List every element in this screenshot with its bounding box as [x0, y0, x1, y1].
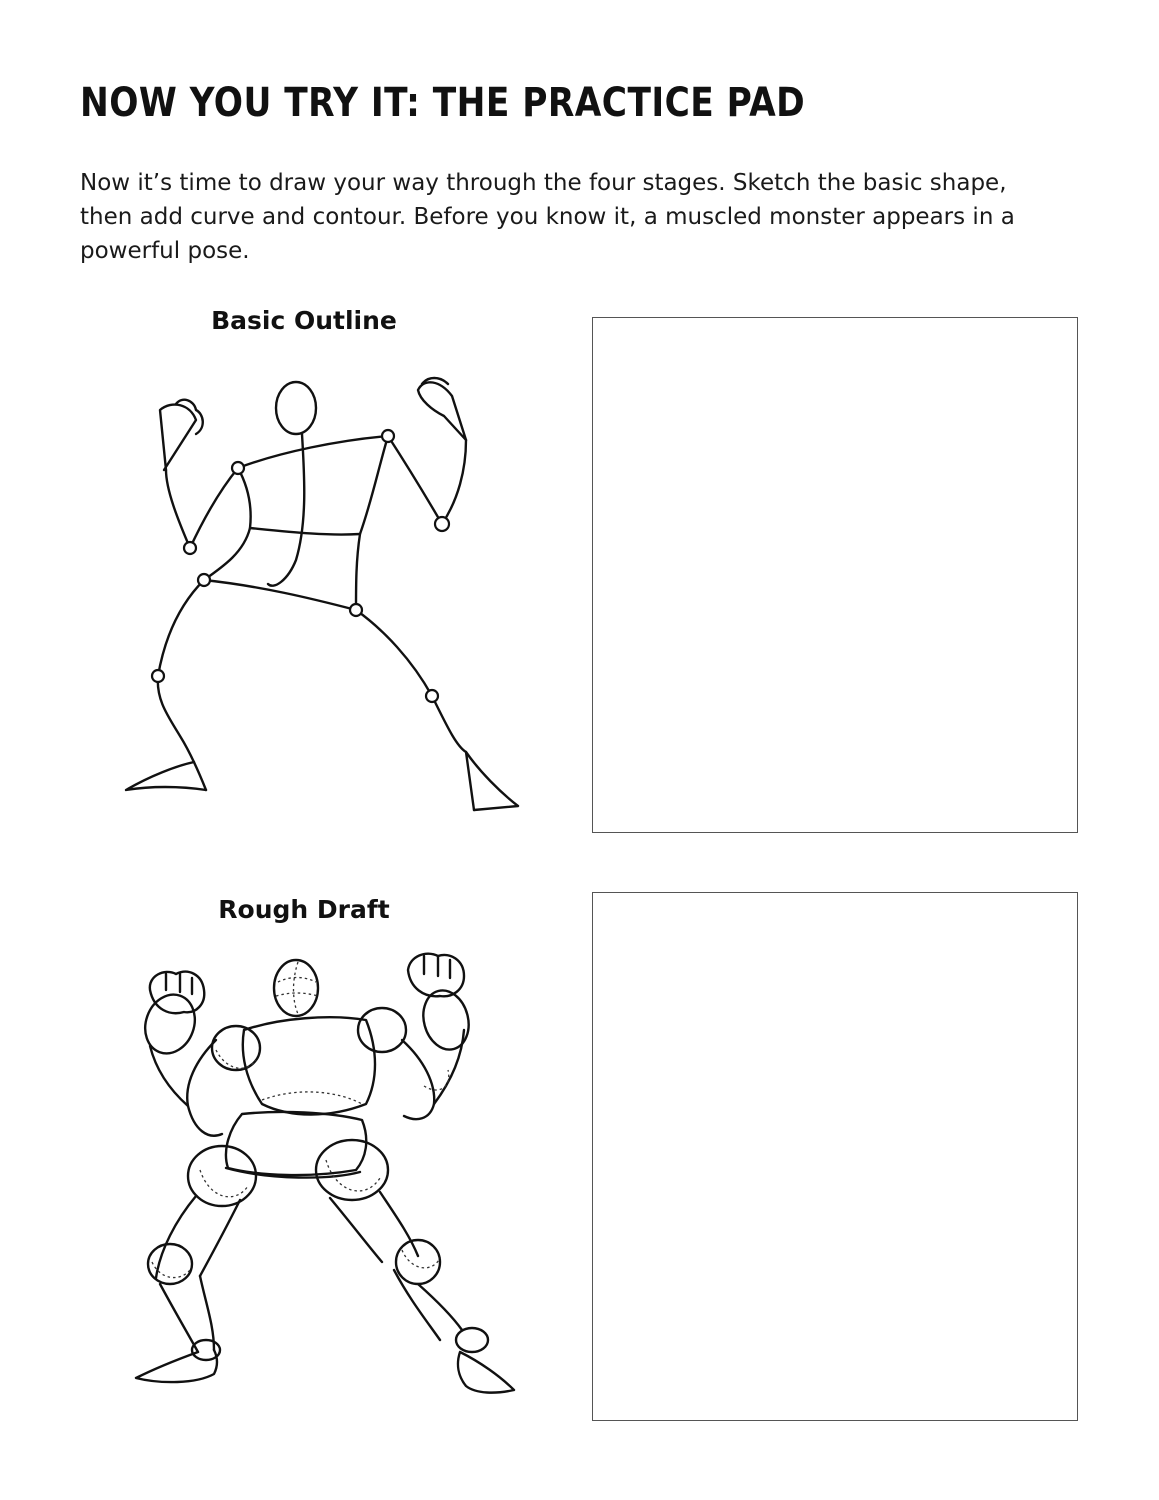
intro-paragraph: Now it’s time to draw your way through the four stages. Sketch the basic shape, then add curve and contour. Before you know it, a muscled monster appears in a powerful pose. [80, 170, 1015, 264]
joint-right-hip [350, 604, 362, 616]
practice-box-basic-outline[interactable] [592, 317, 1078, 833]
joint-right-shoulder [382, 430, 394, 442]
joint-left-knee [152, 670, 164, 682]
page-title: NOW YOU TRY IT: THE PRACTICE PAD [80, 80, 806, 126]
stage-label-basic-outline: Basic Outline [211, 306, 397, 335]
basic-outline-figure [100, 360, 540, 840]
joint-right-elbow [435, 517, 449, 531]
practice-box-rough-draft[interactable] [592, 892, 1078, 1421]
joint-right-knee [426, 690, 438, 702]
rough-draft-figure [100, 940, 540, 1410]
figure-head [276, 382, 316, 434]
joint-left-shoulder [232, 462, 244, 474]
stage-label-rough-draft: Rough Draft [218, 895, 390, 924]
joint-left-hip [198, 574, 210, 586]
joint-left-elbow [184, 542, 196, 554]
